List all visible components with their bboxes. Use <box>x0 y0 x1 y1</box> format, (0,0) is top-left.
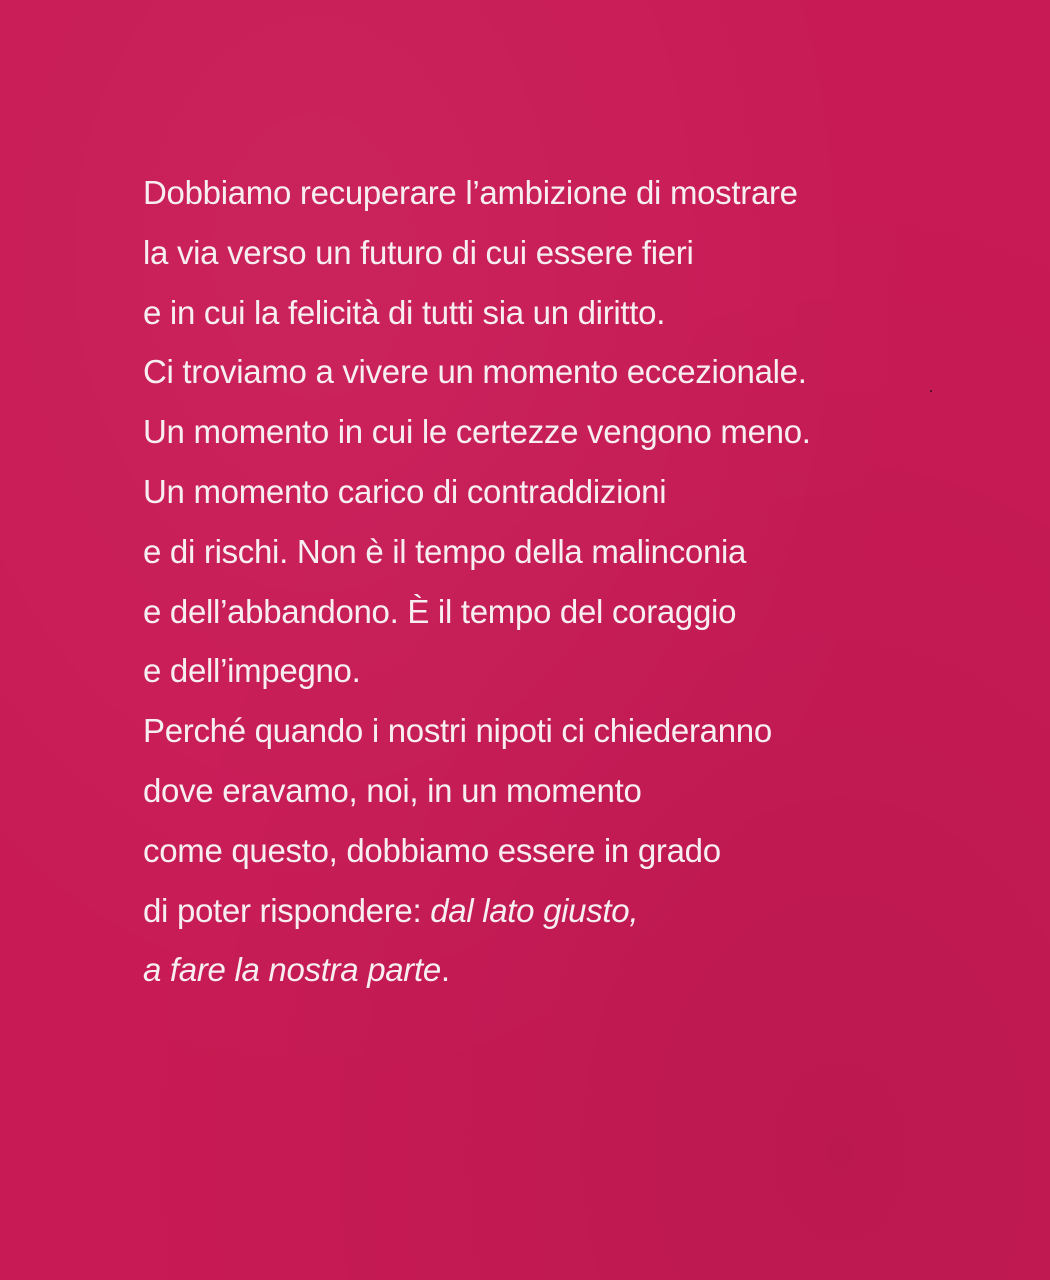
text-line-13-prefix: di poter rispondere: <box>143 891 431 929</box>
text-line-4: Ci troviamo a vivere un momento eccezionale. <box>143 353 807 391</box>
text-line-10: Perché quando i nostri nipoti ci chiederanno <box>143 712 772 750</box>
text-line-14 <box>143 940 943 1000</box>
text-line-13 <box>143 881 943 941</box>
text-line-13-italic: dal lato giusto, <box>430 891 639 929</box>
print-speck <box>930 390 932 392</box>
text-line-6: Un momento carico di contraddizioni <box>143 472 667 510</box>
text-line-11: dove eravamo, noi, in un momento <box>143 771 642 809</box>
text-line-2: la via verso un futuro di cui essere fieri <box>143 233 694 271</box>
text-line-5: Un momento in cui le certezze vengono meno. <box>143 413 811 451</box>
text-line-12: come questo, dobbiamo essere in grado <box>143 831 721 869</box>
text-line-14-suffix: . <box>440 951 450 989</box>
text-line-3: e in cui la felicità di tutti sia un diritto. <box>143 293 666 331</box>
text-line-1: Dobbiamo recuperare l’ambizione di mostrare <box>143 174 798 211</box>
text-line-8: e dell’abbandono. È il tempo del coraggio <box>143 592 737 630</box>
text-line-14-italic: a fare la nostra parte <box>143 951 441 989</box>
text-line-7: e di rischi. Non è il tempo della malinconia <box>143 532 747 570</box>
cover-text <box>143 163 943 1000</box>
text-line-9: e dell’impegno. <box>143 652 361 690</box>
